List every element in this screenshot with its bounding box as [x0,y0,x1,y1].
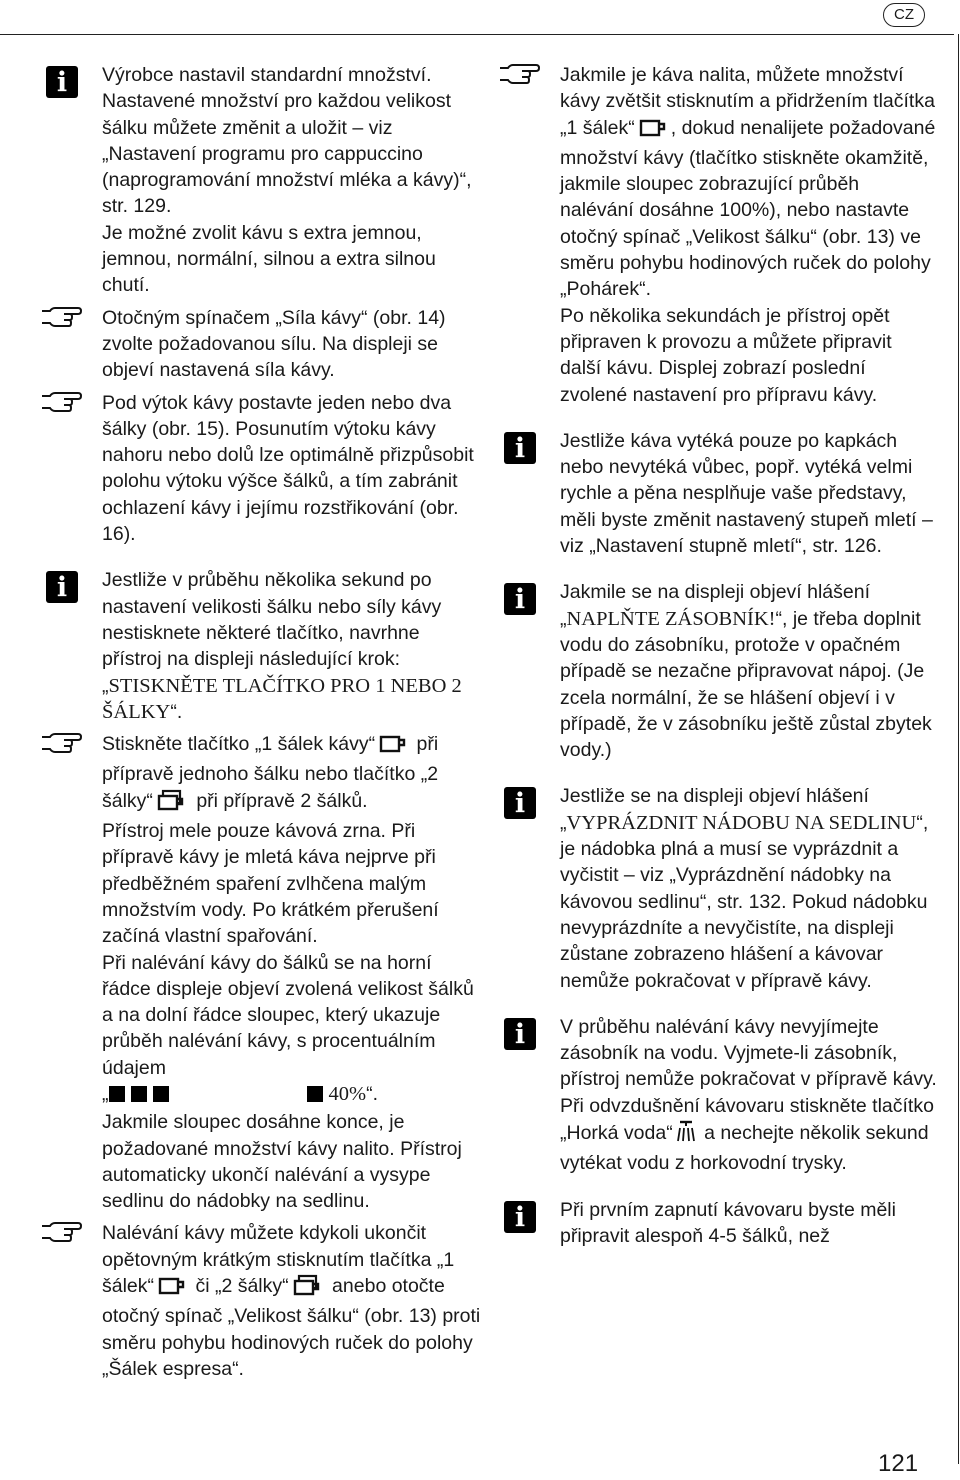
note-empty-grounds: i Jestliže se na displeji objeví hlášení „VYPRÁZDNIT NÁDOBU NA SEDLINU“, je nádobka plná a musí se vyprázdnit a vyčistit – viz „Vyprázdnění nádobky na kávovou sedlinu“, str. 132. Pokud nádobku nevyprázdníte a nevyčistíte, na displeji zůstane zobrazeno hlášení a kávovar nemůže pokračovat v přípravě kávy. [560,783,938,993]
progress-cell [241,1086,257,1102]
one-cup-icon [157,1276,187,1303]
step-text: Pod výtok kávy postavte jeden nebo dva šálky (obr. 15). Posunutím výtoku kávy nahoru nebo dolů lze optimálně přizpůsobit polohu výtoku výšce šálků, a tím zabránit ochlazení kávy i jejímu rozstřikování (obr. 16). [102,391,474,546]
language-badge: CZ [883,3,925,27]
two-cups-icon [156,789,188,818]
brewing-done-text: Jakmile sloupec dosáhne konce, je požadované množství kávy nalito. Přístroj automaticky ukončí nalévání a vysype sedlinu do nádobky na sedlinu. [102,1111,462,1213]
progress-cell [307,1086,323,1102]
info-icon: i [46,571,78,603]
display-message: VYPRÁZDNIT NÁDOBU NA SEDLINU [566,811,917,834]
note-display-prompt: i Jestliže v průběhu několika sekund po nastavení velikosti šálku nebo síly kávy nestisknete některé tlačítko, navrhne přístroj na displeji následující krok: „STISKNĚTE TLAČÍTKO PRO 1 NEBO 2 ŠÁLKY“. [102,567,482,725]
info-icon: i [504,1201,536,1233]
brewing-text: Přístroj mele pouze kávová zrna. Při přípravě kávy je mletá káva nejprve při předběžném spaření zvlhčena malým množstvím vody. Po krátkém přerušení začíná vlastní spařování. [102,820,439,948]
progress-cell [197,1086,213,1102]
pointing-hand-icon [40,305,82,329]
ready-text: Po několika sekundách je přístroj opět připraven k provozu a můžete připravit další kávu. Displej zobrazí poslední zvolené nastavení pro přípravu kávy. [560,304,892,406]
pointing-hand-icon [40,731,82,755]
progress-cell [153,1086,169,1102]
header-rule [0,34,954,35]
step-text: Otočným spínačem „Síla kávy“ (obr. 14) zvolte požadovanou sílu. Na displeji se objeví nastavená síla kávy. [102,306,446,382]
progress-percent: 40% [328,1082,367,1105]
note-fill-tank: i Jakmile se na displeji objeví hlášení „NAPLŇTE ZÁSOBNÍK!“, je třeba doplnit vodu do zásobníku, protože v opačném případě se nezačne připravovat nápoj. (Je zcela normální, že se hlášení objeví i v případě, že v zásobníku ještě zůstal zbytek vody.) [560,579,938,763]
hot-water-icon [676,1119,696,1150]
note-text: Při prvním zapnutí kávovaru byste měli připravit alespoň 4-5 šálků, než [560,1198,896,1247]
info-icon: i [504,432,536,464]
display-message: STISKNĚTE TLAČÍTKO PRO 1 NEBO 2 ŠÁLKY [102,674,462,723]
progress-cell [131,1086,147,1102]
progress-cell [109,1086,125,1102]
note-standard-amount [56,62,482,299]
progress-cell [285,1086,301,1102]
two-cups-icon [292,1274,324,1303]
info-icon: i [46,66,78,98]
info-icon: i [504,1018,536,1050]
note-first-use [514,1197,938,1250]
pointing-hand-icon [498,62,540,86]
page-edge-rule [958,34,959,1464]
one-cup-icon [638,118,668,145]
progress-cell [219,1086,235,1102]
info-icon: i [504,787,536,819]
progress-bar [109,1083,329,1109]
step-stop-pouring: Nalévání kávy můžete kdykoli ukončit opětovným krátkým stisknutím tlačítka „1 šálek“ či „2 šálky“ anebo otočte otočný spínač „Velikost šálku“ (obr. 13) proti směru pohybu hodinových ruček do polohy „Šálek espresa“. [102,1220,482,1382]
step-select-strength [102,305,482,384]
pointing-hand-icon [40,390,82,414]
progress-cell [175,1086,191,1102]
note-text: Jestliže v průběhu několika sekund po nastavení velikosti šálku nebo síly kávy nestisknete některé tlačítko, navrhne přístroj na displeji následující krok: „ [102,569,442,697]
note-text: Jestliže káva vytéká pouze po kapkách nebo nevytéká vůbec, popř. vytéká velmi rychle a pěna nesplňuje vaše představy, měli byste změnit nastavený stupeň mletí – viz „Nastavení stupně mletí“, str. 126. [560,429,933,558]
progress-cell [263,1086,279,1102]
info-icon: i [504,583,536,615]
step-increase-amount: Jakmile je káva nalita, můžete množství kávy zvětšit stisknutím a přidržením tlačítka „1 šálek“ , dokud nenalijete požadované množství kávy (tlačítko stiskněte okamžitě, jakmile sloupec zobrazující průběh nalévání dosáhne 100%), nebo nastavte otočný spínač „Velikost šálku“ (obr. 13) ve směru pohybu hodinových ruček do polohy „Pohárek“. Po několika sekundách je přístroj opět připraven k provozu a můžete připravit další kávu. Displej zobrazí poslední zvolené nastavení pro přípravu kávy. [560,62,938,408]
left-column [56,62,482,1388]
step-place-cups [102,390,482,548]
note-text-strength: Je možné zvolit kávu s extra jemnou, jemnou, normální, silnou a extra silnou chutí. [102,221,436,297]
note-text: Výrobce nastavil standardní množství. Nastavené množství pro každou velikost šálku můžete změnit a uložit – viz „Nastavení programu pro cappuccino (naprogramování množství mléka a kávy)“, str. 129. [102,64,472,218]
display-message: NAPLŇTE ZÁSOBNÍK! [566,607,776,630]
right-column [514,62,938,1255]
step-press-cup-button: Stiskněte tlačítko „1 šálek kávy“ při přípravě jednoho šálku nebo tlačítko „2 šálky“ při přípravě 2 šálků. Přístroj mele pouze kávová zrna. Při přípravě kávy je mletá káva nejprve při předběžném spaření zvlhčena malým množstvím vody. Po krátkém přerušení začíná vlastní spařování. Při nalévání kávy do šálků se na horní řádce displeje objeví zvolená velikost šálků a na dolní řádce sloupec, který ukazuje průběh nalévání kávy, s procentuálním údajem „ 40%“. Jakmile sloupec dosáhne konce, je požadované množství kávy nalito. Přístroj automaticky ukončí nalévání a vysype sedlinu do nádobky na sedlinu. [102,731,482,1214]
note-water-tank: i V průběhu nalévání kávy nevyjímejte zásobník na vodu. Vyjmete-li zásobník, přístroj nemůže pokračovat v přípravě kávy. Při odvzdušnění kávovaru stiskněte tlačítko „Horká voda“ a nechejte několik sekund vytékat vodu z horkovodní trysky. [560,1014,938,1177]
pointing-hand-icon [40,1220,82,1244]
one-cup-icon [378,734,408,761]
note-grind-setting [514,428,938,559]
page-number: 121 [878,1450,919,1477]
